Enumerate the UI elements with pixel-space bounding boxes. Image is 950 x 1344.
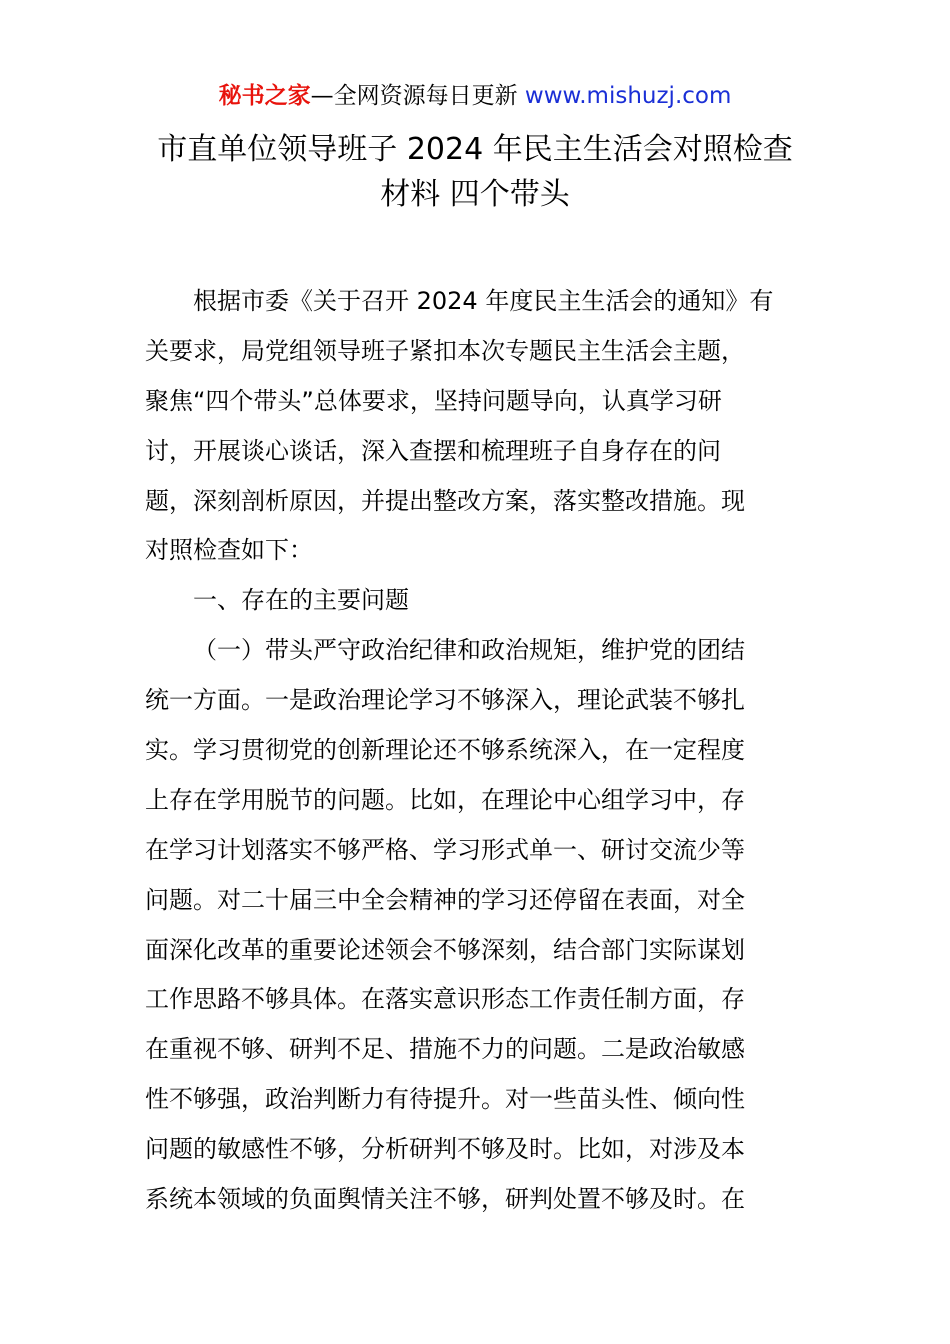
body-line: 问题。对二十届三中全会精神的学习还停留在表面，对全 (145, 885, 745, 914)
body-line: （一）带头严守政治纪律和政治规矩，维护党的团结 (193, 636, 745, 665)
body-line: 面深化改革的重要论述领会不够深刻，结合部门实际谋划 (145, 935, 745, 964)
body-line: 性不够强，政治判断力有待提升。对一些苗头性、倾向性 (145, 1085, 745, 1114)
banner-brand: 秘书之家 (218, 83, 311, 109)
body-line: 系统本领域的负面舆情关注不够，研判处置不够及时。在 (145, 1185, 745, 1214)
body-line: 题，深刻剖析原因，并提出整改方案，落实整改措施。现 (145, 486, 745, 515)
section-heading: 一、存在的主要问题 (193, 586, 409, 615)
body-line: 工作思路不够具体。在落实意识形态工作责任制方面，存 (145, 985, 745, 1014)
body-line: 根据市委《关于召开 2024 年度民主生活会的通知》有 (193, 287, 774, 315)
body-line: 关要求，局党组领导班子紧扣本次专题民主生活会主题， (145, 336, 745, 365)
document-body (145, 277, 810, 1225)
body-line: 问题的敏感性不够，分析研判不够及时。比如，对涉及本 (145, 1135, 745, 1164)
body-line: 聚焦“四个带头”总体要求，坚持问题导向，认真学习研 (145, 386, 722, 415)
title-line-1: 市直单位领导班子 2024 年民主生活会对照检查 (157, 132, 793, 167)
body-line: 在重视不够、研判不足、措施不力的问题。二是政治敏感 (145, 1035, 745, 1064)
body-line: 对照检查如下： (145, 536, 313, 565)
body-line: 上存在学用脱节的问题。比如，在理论中心组学习中，存 (145, 785, 745, 814)
site-banner (0, 80, 950, 112)
body-line: 实。学习贯彻党的创新理论还不够系统深入，在一定程度 (145, 736, 745, 765)
banner-tagline: —全网资源每日更新 (310, 83, 525, 109)
title-line-2: 材料 四个带头 (380, 177, 570, 212)
body-line: 在学习计划落实不够严格、学习形式单一、研讨交流少等 (145, 835, 745, 864)
body-line: 讨，开展谈心谈话，深入查摆和梳理班子自身存在的问 (145, 436, 721, 465)
banner-url-link[interactable]: www.mishuzj.com (524, 83, 732, 109)
document-title (100, 127, 850, 217)
body-line: 统一方面。一是政治理论学习不够深入，理论武装不够扎 (145, 686, 745, 715)
